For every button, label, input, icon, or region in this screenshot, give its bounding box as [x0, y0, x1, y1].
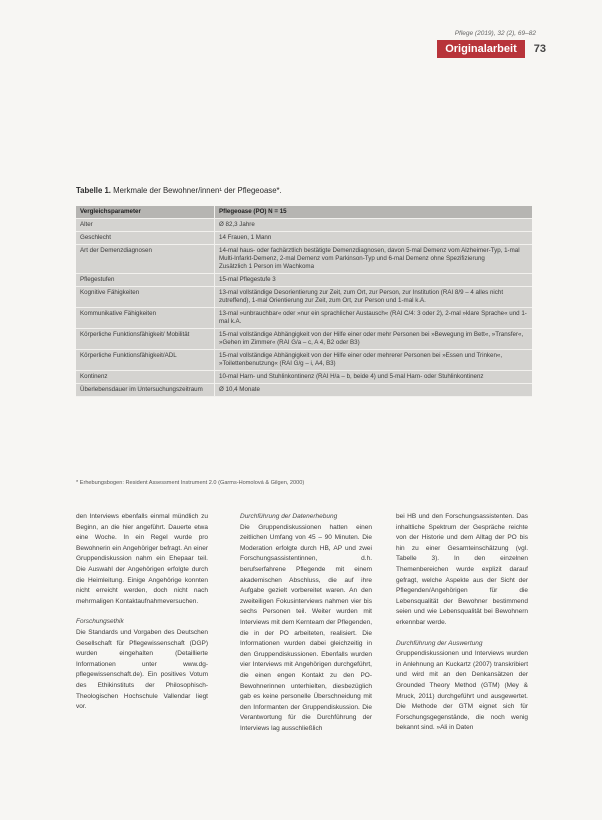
table-cell-value: 14-mal haus- oder fachärztlich bestätigte Demenzdiagnosen, davon 5-mal Demenz vom Alzheimer-Typ, 1-mal Multi-Infarkt-Demenz, 2-mal Demenz vom Parkinson-Typ und 6-mal Demenz ohne Spezifizierung Zusätzlich 1 Person im Wachkoma — [215, 245, 533, 274]
table-header-row — [76, 206, 532, 219]
table-cell-parameter: Körperliche Funktionsfähigkeit/ Mobilität — [76, 329, 215, 350]
table-row — [76, 329, 532, 350]
table-cell-value: 10-mal Harn- und Stuhlinkontinenz (RAI H/a – b, beide 4) und 5-mal Harn- oder Stuhlinkontinenz — [215, 371, 533, 384]
table-cell-parameter: Kommunikative Fähigkeiten — [76, 308, 215, 329]
table-cell-value: Ø 82,3 Jahre — [215, 219, 533, 232]
table-caption-text: Merkmale der Bewohner/innen¹ der Pflegeoase*. — [110, 186, 282, 195]
table-row — [76, 274, 532, 287]
table-row — [76, 219, 532, 232]
paragraph: Die Gruppendiskussionen hatten einen zeitlichen Umfang von 45 – 90 Minuten. Die Moderation erfolgte durch HB, AP und zwei Forschungsassistentinnen, d.h. berufserfahrene Pflegende mit einem akademischen Abschluss, die auf ihre Aufgabe gezielt vorbereitet waren. An den zweiteiligen Fokusinterviews nahmen vier bis sechs Personen teil. Weiter wurden mit Interviews mit dem Kernteam der Pflegenden, die in der PO arbeiteten, realisiert. Die Informationen wurden dabei gleichzeitig in den Gruppendiskussionen. Ebenfalls wurden vier Interviews mit Angehörigen durchgeführt, die einen engen Kontakt zu den PO-Bewohnerinnen unterhielten, diesbezüglich gab es keine personelle Überschneidung mit den Informanten der Gruppendiskussion. Die Verantwortung für die Durchführung der Interviews lag ausschließlich — [240, 523, 372, 732]
page-number: 73 — [533, 43, 546, 55]
table-row — [76, 245, 532, 274]
page-header — [437, 40, 546, 58]
table-cell-value: Ø 10,4 Monate — [215, 384, 533, 397]
table-caption-label: Tabelle 1. — [76, 186, 111, 195]
paragraph: bei HB und den Forschungsassistenten. Das inhaltliche Spektrum der Gespräche reichte von der Historie und dem Alltag der PO bis hin zu einer Gesamteinschätzung (vgl. Tabelle 3). In den einzelnen Themenbereichen wurde explizit darauf gefragt, welche Aspekte aus der Sicht der Pflegenden/Angehörigen für die Lebensqualität der Bewohner bestimmend seien und wie Lebensqualität bei Bewohnern erkennbar werde. — [396, 513, 528, 626]
text-column-2 — [240, 512, 372, 734]
table-cell-value: 14 Frauen, 1 Mann — [215, 232, 533, 245]
subheading: Forschungsethik — [76, 618, 124, 626]
table-row — [76, 371, 532, 384]
table-cell-parameter: Geschlecht — [76, 232, 215, 245]
table-footnote: * Erhebungsbogen: Resident Assessment Instrument 2.0 (Garms-Homolová & Gilgen, 2000) — [76, 480, 305, 486]
table-row — [76, 232, 532, 245]
table-cell-parameter: Art der Demenzdiagnosen — [76, 245, 215, 274]
table-header-cell: Vergleichsparameter — [76, 206, 215, 219]
table-cell-parameter: Alter — [76, 219, 215, 232]
characteristics-table — [76, 206, 532, 397]
table-cell-value: 13-mal »unbrauchbar« oder »nur ein sprachlicher Austausch« (RAI C/4: 3 oder 2), 2-mal »klare Sprache« und 1-mal k.A. — [215, 308, 533, 329]
section-badge: Originalarbeit — [437, 40, 525, 58]
table-row — [76, 384, 532, 397]
paragraph: den Interviews ebenfalls einmal mündlich zu Beginn, an die hier angeführt. Dauerte etwa eine Woche. In ein Regel wurde pro Bewohnerin ein Angehöriger befragt. An einer Gruppendiskussion nahm ein Ehepaar teil. Die Auswahl der Angehörigen erfolgte durch die Heimleitung. Einige Angehörige konnten nicht erreicht werden, doch nicht nach mehrmaligen Kontaktaufnahmeversuchen. — [76, 513, 208, 605]
table-header-cell: Pflegeoase (PO) N = 15 — [215, 206, 533, 219]
journal-reference: Pflege (2019), 32 (2), 69–82 — [454, 30, 536, 37]
table-cell-parameter: Kognitive Fähigkeiten — [76, 287, 215, 308]
table-cell-value: 15-mal Pflegestufe 3 — [215, 274, 533, 287]
table-row — [76, 350, 532, 371]
text-column-3 — [396, 512, 528, 734]
subheading: Durchführung der Datenerhebung — [240, 513, 338, 520]
text-column-1 — [76, 512, 208, 713]
table-caption — [76, 186, 282, 195]
paragraph: Die Standards und Vorgaben des Deutschen Gesellschaft für Pflegewissenschaft (DGP) wurden eingehalten (Detaillierte Informationen unter www.dg-pflegewissenschaft.de). Ein positives Votum des Ethikinstituts der Philosophisch-Theologischen Hochschule Vallendar liegt vor. — [76, 628, 208, 711]
paragraph: Gruppendiskussionen und Interviews wurden in Anlehnung an Kuckartz (2007) transkribiert und wird mit an den Denkansätzen der Grounded Theory Method (GTM) (Mey & Mruck, 2011) durchgeführt und ausgewertet. Die Methode der GTM eignet sich für Forschungsgegenstände, die noch wenig bekannt sind. »Ali in Daten — [396, 650, 528, 732]
subheading: Durchführung der Auswertung — [396, 639, 483, 647]
table-row — [76, 308, 532, 329]
table-cell-parameter: Überlebensdauer im Untersuchungszeitraum — [76, 384, 215, 397]
table-cell-value: 15-mal vollständige Abhängigkeit von der Hilfe einer oder mehrerer Personen bei »Essen und Trinken«, »Toilettenbenutzung« (RAI G/g – i, A4, B3) — [215, 350, 533, 371]
table-row — [76, 287, 532, 308]
table-cell-parameter: Körperliche Funktionsfähigkeit/ADL — [76, 350, 215, 371]
table-cell-value: 15-mal vollständige Abhängigkeit von der Hilfe einer oder mehr Personen bei »Bewegung im Bett«, »Transfer«, »Gehen im Zimmer« (RAI G/a – c, A 4, B2 oder B3) — [215, 329, 533, 350]
table-cell-value: 13-mal vollständige Desorientierung zur Zeit, zum Ort, zur Person, zur Institution (RAI 8/9 – 4 alles nicht zutreffend), 1-mal Orientierung zur Zeit, zum Ort, zur Person und 1-mal k.A. — [215, 287, 533, 308]
table-cell-parameter: Kontinenz — [76, 371, 215, 384]
table-cell-parameter: Pflegestufen — [76, 274, 215, 287]
